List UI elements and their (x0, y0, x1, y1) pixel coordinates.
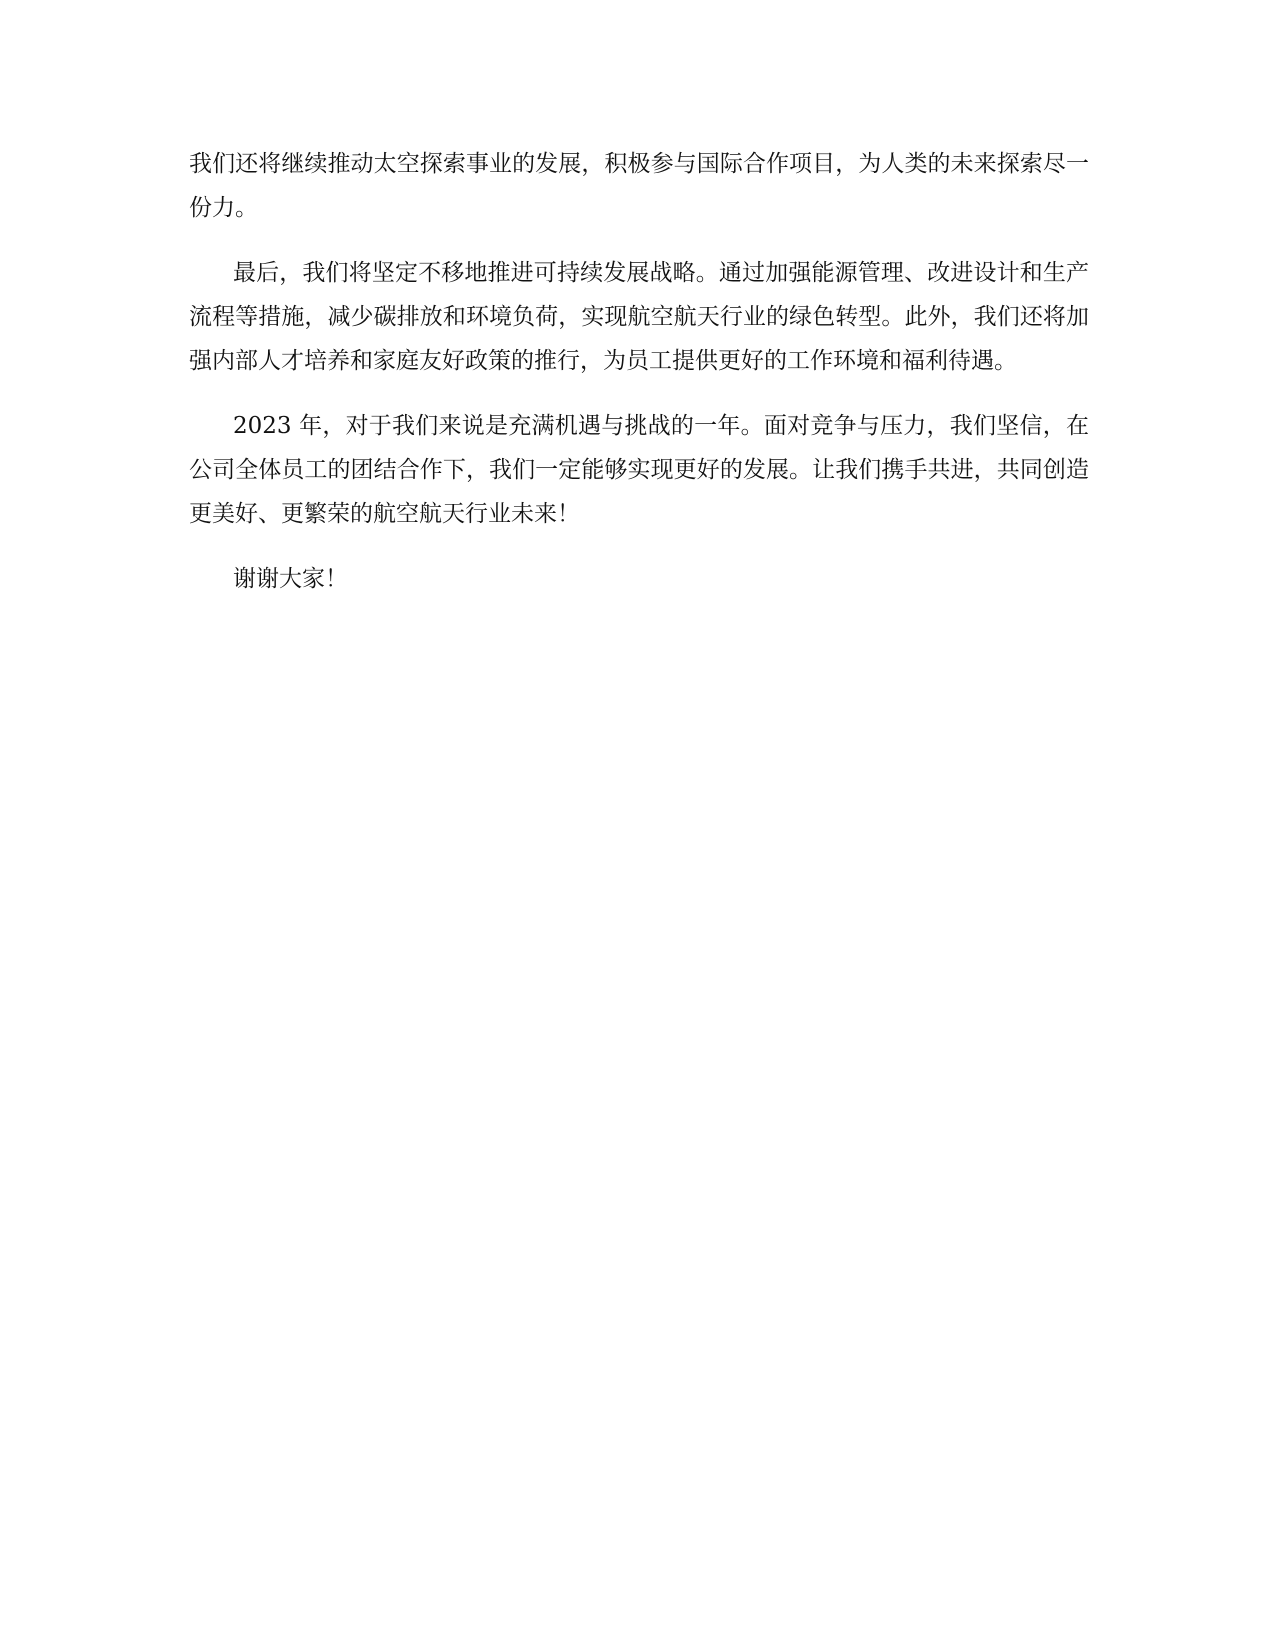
paragraph-2023-outlook: 2023 年，对于我们来说是充满机遇与挑战的一年。面对竞争与压力，我们坚信，在公司全体员工的团结合作下，我们一定能够实现更好的发展。让我们携手共进，共同创造更美好、更繁荣的航空航天行业未来！ (189, 413, 1089, 527)
paragraph-continuation: 我们还将继续推动太空探索事业的发展，积极参与国际合作项目，为人类的未来探索尽一份力。 (189, 151, 1089, 221)
document-body (189, 142, 1089, 622)
paragraph-thanks: 谢谢大家！ (233, 566, 348, 592)
paragraph-sustainability: 最后，我们将坚定不移地推进可持续发展战略。通过加强能源管理、改进设计和生产流程等措施，减少碳排放和环境负荷，实现航空航天行业的绿色转型。此外，我们还将加强内部人才培养和家庭友好政策的推行，为员工提供更好的工作环境和福利待遇。 (189, 260, 1089, 374)
